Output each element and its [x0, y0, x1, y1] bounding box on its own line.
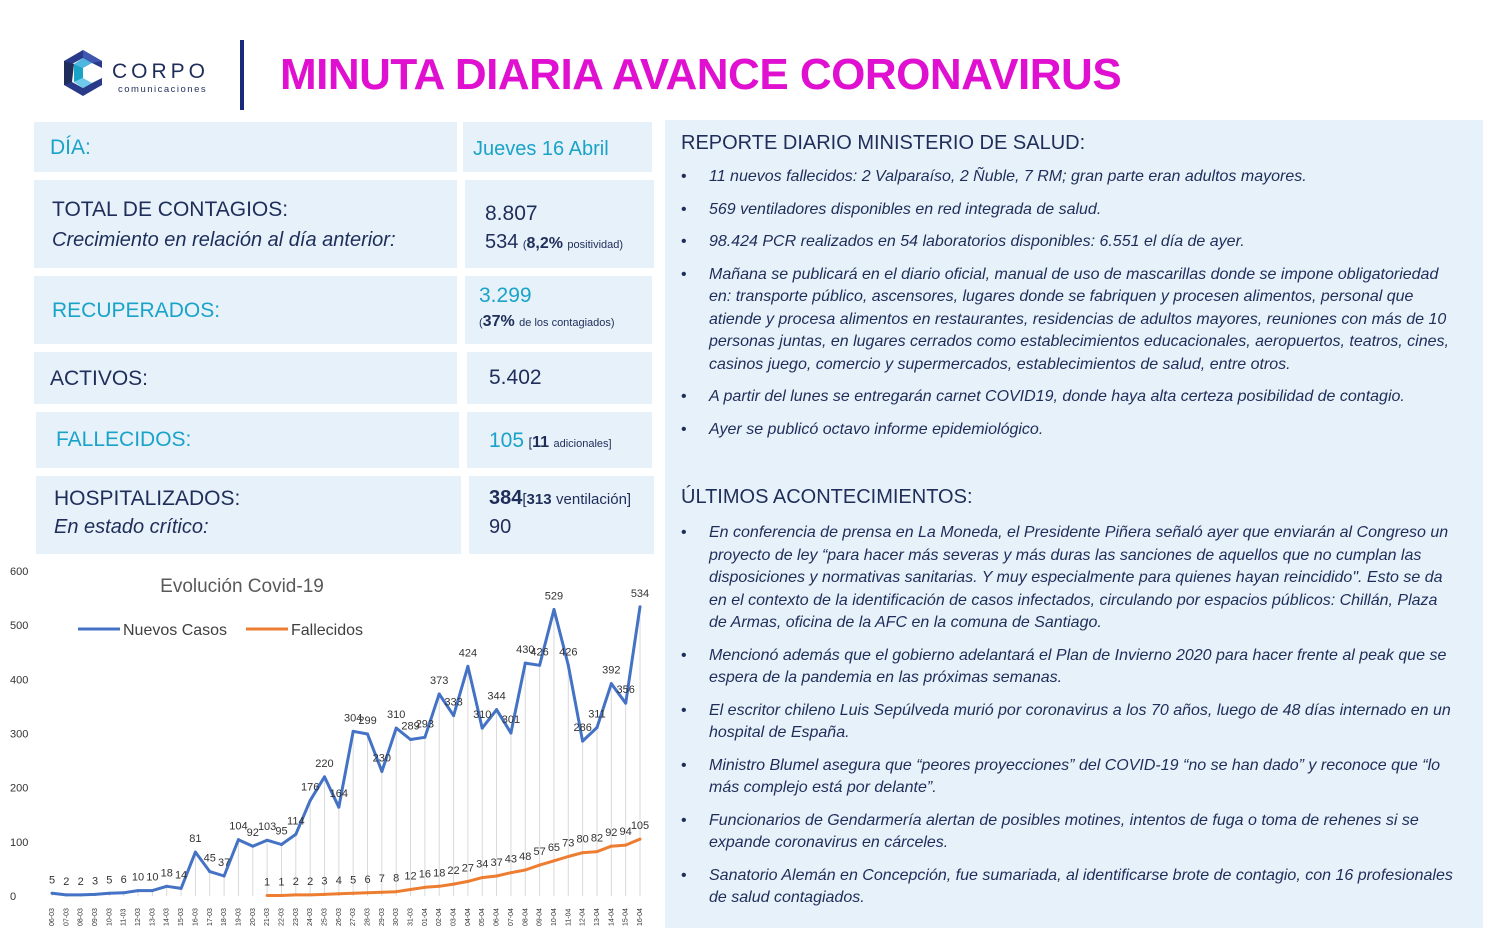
recuperados-label: RECUPERADOS:: [52, 299, 221, 322]
contagios-label: TOTAL DE CONTAGIOS:: [52, 198, 289, 221]
reporte-title: REPORTE DIARIO MINISTERIO DE SALUD:: [681, 132, 1086, 154]
data-label: 2: [77, 875, 84, 888]
x-tick-label: 27-03: [350, 908, 358, 926]
data-point: [337, 892, 340, 895]
data-label: 81: [189, 833, 202, 846]
recuperados-label-box: [34, 276, 457, 344]
data-label: 299: [358, 715, 377, 728]
x-tick-label: 30-03: [393, 908, 401, 926]
data-label: 286: [573, 722, 592, 735]
data-label: 529: [544, 590, 564, 603]
x-tick-label: 09-04: [536, 908, 544, 926]
data-point: [194, 851, 197, 854]
data-point: [481, 727, 484, 730]
fallecidos-label-box: [36, 412, 459, 468]
x-tick-label: 10-03: [106, 908, 114, 926]
contagios-value: 8.807: [485, 202, 538, 225]
data-label: 426: [559, 646, 578, 659]
data-point: [409, 738, 412, 741]
data-point: [395, 727, 398, 730]
acontecimientos-title: ÚLTIMOS ACONTECIMIENTOS:: [681, 486, 973, 508]
page-title: MINUTA DIARIA AVANCE CORONAVIRUS: [280, 50, 1122, 99]
x-tick-label: 24-03: [307, 908, 315, 926]
data-label: 92: [605, 827, 618, 840]
data-label: 392: [602, 664, 621, 677]
data-point: [237, 838, 240, 841]
acontecimiento-item: [679, 810, 1459, 855]
data-point: [423, 886, 426, 889]
reporte-item: [679, 166, 1459, 189]
bullet-icon: •: [681, 866, 687, 884]
data-point: [639, 838, 642, 841]
x-tick-label: 25-03: [321, 908, 329, 926]
x-tick-label: 06-03: [49, 908, 56, 926]
reporte-item-text: Ayer se publicó octavo informe epidemiológico.: [709, 420, 1044, 438]
contagios-label-box: [34, 180, 457, 268]
x-tick-label: 29-03: [378, 908, 386, 926]
x-tick-label: 31-03: [407, 908, 415, 926]
dia-label-box: [34, 122, 457, 172]
data-label: 3: [91, 875, 99, 888]
reporte-item: [679, 199, 1459, 222]
x-tick-label: 23-03: [292, 908, 300, 926]
acontecimiento-item: [679, 755, 1459, 800]
data-label: 304: [343, 712, 363, 725]
x-tick-label: 06-04: [493, 908, 501, 926]
data-label: 57: [533, 846, 546, 859]
bullet-icon: •: [681, 200, 687, 218]
data-point: [280, 843, 283, 846]
hospitalizados-sublabel: En estado crítico:: [54, 516, 209, 538]
data-point: [595, 726, 598, 729]
hospitalizados-label: HOSPITALIZADOS:: [54, 487, 241, 510]
data-label: 16: [418, 868, 432, 881]
data-point: [294, 893, 297, 896]
acontecimiento-item-text: Mencionó además que el gobierno adelantará el Plan de Invierno 2020 para hacer frente al peak que se espera de la pandemia en las próximas semanas.: [709, 646, 1447, 686]
data-point: [481, 876, 484, 879]
data-point: [624, 844, 627, 847]
bullet-icon: •: [681, 420, 687, 438]
x-tick-label: 01-04: [421, 908, 429, 926]
hospitalizados-critico: 90: [489, 516, 512, 538]
data-label: 92: [246, 827, 259, 840]
data-point: [79, 893, 82, 896]
data-label: 1: [264, 876, 271, 889]
bullet-icon: •: [681, 811, 687, 829]
data-point: [409, 888, 412, 891]
activos-value-box: [467, 352, 652, 404]
data-point: [94, 893, 97, 896]
acontecimiento-item-text: En conferencia de prensa en La Moneda, el Presidente Piñera señaló ayer que enviarán al Congreso un proyecto de ley “para hacer más severas y más duras las sanciones de aquellos que no cumplan las disposiciones y normativas sanitarias. Y muy especialmente para quienes hayan reincidido". Esto se da en el contexto de la identificación de casos infectados, circulando por espacios públicos: Chillán, Plaza de Armas, oficina de la AFC en la comuna de Santiago.: [709, 524, 1449, 631]
data-point: [122, 891, 125, 894]
data-label: 5: [350, 874, 357, 887]
data-point: [624, 702, 627, 705]
y-tick-label: 600: [10, 566, 29, 578]
x-tick-label: 11-04: [565, 908, 573, 926]
x-tick-label: 20-03: [249, 908, 257, 926]
reporte-item-text: 11 nuevos fallecidos: 2 Valparaíso, 2 Ñuble, 7 RM; gran parte eran adultos mayores.: [709, 168, 1307, 185]
legend-label: Nuevos Casos: [123, 622, 228, 639]
hospitalizados-value-box: [469, 476, 654, 554]
activos-value: 5.402: [489, 366, 542, 389]
bullet-icon: •: [681, 756, 687, 774]
data-point: [509, 731, 512, 734]
data-point: [366, 733, 369, 736]
data-label: 2: [307, 875, 314, 888]
reporte-item-text: Mañana se publicará en el diario oficial, manual de uso de mascarillas donde se impone obligatoriedad en: transporte público, ascensores, lugares donde se fabriquen y procesen alimentos, personal que atiende y procesa alimentos en restaurantes, residencias de adultos mayores, reuniones con más de 10 personas juntas, en lugares cerrados como establecimientos educacionales, aeropuertos, teatros, cines, casinos juego, comercio y supermercados, establecimientos de salud, entre otros.: [709, 265, 1449, 373]
data-label: 10: [146, 871, 159, 884]
x-tick-label: 13-03: [149, 908, 157, 926]
activos-label: ACTIVOS:: [50, 367, 149, 390]
data-point: [151, 889, 154, 892]
data-label: 80: [576, 833, 589, 846]
logo-subtitle: comunicaciones: [118, 84, 208, 95]
data-label: 73: [562, 837, 575, 850]
data-point: [380, 891, 383, 894]
x-tick-label: 16-03: [192, 908, 200, 926]
data-point: [452, 883, 455, 886]
data-label: 373: [430, 674, 449, 687]
contagios-sublabel: Crecimiento en relación al día anterior:: [52, 229, 396, 251]
data-label: 8: [393, 872, 400, 885]
data-label: 114: [287, 815, 305, 828]
data-point: [438, 885, 441, 888]
acontecimiento-item-text: Funcionarios de Gendarmería alertan de posibles motines, intentos de fuga o toma de rehenes si se expande coronavirus en cárceles.: [709, 811, 1419, 851]
data-point: [524, 869, 527, 872]
acontecimientos-list: [679, 522, 1459, 920]
acontecimiento-item: [679, 700, 1459, 745]
bullet-icon: •: [681, 524, 687, 541]
x-tick-label: 18-03: [221, 908, 229, 926]
data-label: 94: [619, 826, 632, 839]
data-point: [552, 608, 555, 611]
data-point: [495, 708, 498, 711]
data-point: [165, 885, 168, 888]
header-divider: [240, 40, 244, 110]
data-label: 27: [461, 862, 475, 875]
x-tick-label: 15-04: [622, 908, 630, 926]
corpo-logo: [58, 48, 228, 104]
data-label: 164: [329, 788, 349, 801]
reporte-item: [679, 419, 1459, 442]
data-label: 103: [257, 821, 277, 834]
data-point: [581, 740, 584, 743]
data-point: [223, 874, 226, 877]
data-point: [639, 605, 642, 608]
data-label: 333: [444, 696, 463, 709]
data-label: 4: [335, 874, 342, 887]
y-tick-label: 400: [10, 674, 29, 687]
activos-label-box: [34, 352, 457, 404]
data-point: [51, 892, 54, 895]
data-label: 18: [433, 867, 446, 880]
data-label: 22: [447, 865, 460, 878]
x-tick-label: 14-04: [608, 908, 616, 926]
data-point: [180, 887, 183, 890]
data-label: 311: [588, 708, 606, 721]
data-point: [251, 845, 254, 848]
x-tick-label: 04-04: [464, 908, 472, 926]
data-point: [280, 894, 283, 897]
y-tick-label: 300: [10, 728, 29, 741]
reporte-list: [679, 166, 1459, 451]
reporte-item-text: A partir del lunes se entregarán carnet COVID19, donde haya alta certeza posibilidad de contagio.: [709, 388, 1405, 405]
data-label: 289: [401, 720, 420, 733]
data-point: [137, 889, 140, 892]
recuperados-value-box: [465, 276, 652, 344]
data-label: 82: [590, 832, 604, 845]
data-label: 1: [278, 876, 285, 889]
x-tick-label: 21-03: [264, 908, 272, 926]
data-point: [108, 892, 111, 895]
data-label: 534: [630, 587, 650, 600]
right-panel: [665, 120, 1483, 928]
data-label: 293: [415, 718, 435, 731]
acontecimiento-item-text: Ministro Blumel asegura que “peores proyecciones” del COVID-19 “no se han dado” y reconoce que “lo más complejo está por delante”.: [709, 756, 1441, 796]
data-point: [567, 664, 570, 667]
data-point: [337, 806, 340, 809]
x-tick-label: 17-03: [206, 908, 214, 926]
hospitalizados-value-line: 384[313 ventilación]: [489, 487, 632, 509]
data-label: 2: [63, 875, 70, 888]
data-point: [610, 682, 613, 685]
dia-label: DÍA:: [50, 136, 91, 159]
data-point: [452, 714, 455, 717]
data-point: [366, 891, 369, 894]
data-point: [423, 736, 426, 739]
data-label: 3: [321, 875, 328, 888]
x-tick-label: 11-03: [120, 908, 128, 926]
data-label: 34: [476, 858, 489, 871]
x-tick-label: 10-04: [550, 908, 558, 926]
bullet-icon: •: [681, 233, 687, 250]
data-point: [567, 855, 570, 858]
data-label: 5: [106, 874, 113, 887]
reporte-item: [679, 386, 1459, 409]
data-label: 2: [292, 875, 299, 888]
data-label: 7: [378, 873, 385, 886]
data-label: 5: [48, 874, 56, 887]
covid-chart-svg: [0, 560, 660, 938]
data-point: [294, 833, 297, 836]
x-tick-label: 07-04: [507, 908, 515, 926]
data-label: 356: [616, 684, 635, 697]
contagios-value-box: [465, 180, 654, 268]
data-point: [581, 851, 584, 854]
bullet-icon: •: [681, 701, 687, 719]
data-label: 6: [364, 873, 371, 886]
data-label: 43: [504, 853, 518, 866]
x-tick-label: 09-03: [92, 908, 100, 926]
logo-name: CORPO: [112, 60, 210, 83]
reporte-item-text: 98.424 PCR realizados en 54 laboratorios disponibles: 6.551 el día de ayer.: [709, 233, 1245, 250]
plot-background: [36, 564, 652, 929]
data-point: [266, 839, 269, 842]
data-label: 105: [630, 820, 650, 833]
data-point: [466, 880, 469, 883]
bullet-icon: •: [681, 388, 687, 405]
data-label: 37: [490, 856, 503, 869]
x-tick-label: 08-03: [77, 908, 85, 926]
x-tick-label: 05-04: [479, 908, 487, 926]
data-point: [509, 871, 512, 874]
x-tick-label: 13-04: [593, 908, 601, 926]
x-tick-label: 14-03: [163, 908, 171, 926]
data-label: 95: [275, 825, 288, 838]
reporte-item-text: 569 ventiladores disponibles en red integrada de salud.: [709, 200, 1102, 218]
data-point: [323, 893, 326, 896]
data-label: 37: [217, 856, 231, 869]
data-label: 430: [516, 644, 535, 657]
x-tick-label: 26-03: [335, 908, 343, 926]
data-label: 104: [229, 820, 248, 833]
data-point: [524, 662, 527, 665]
data-point: [495, 874, 498, 877]
data-point: [266, 894, 269, 897]
fallecidos-value-box: [467, 412, 652, 468]
data-label: 344: [487, 690, 506, 703]
data-point: [538, 864, 541, 867]
chart-title: Evolución Covid-19: [160, 576, 324, 597]
x-tick-label: 03-04: [450, 908, 458, 926]
data-point: [65, 893, 68, 896]
acontecimiento-item: [679, 522, 1459, 635]
data-point: [323, 775, 326, 778]
data-label: 65: [547, 841, 561, 854]
data-label: 18: [160, 867, 173, 880]
x-tick-label: 12-03: [135, 908, 143, 926]
data-label: 310: [387, 709, 406, 722]
data-point: [309, 893, 312, 896]
data-label: 12: [404, 870, 417, 883]
data-point: [538, 664, 541, 667]
data-label: 48: [519, 851, 532, 863]
covid-chart: [0, 560, 660, 938]
data-label: 10: [131, 871, 145, 884]
data-point: [352, 730, 355, 733]
data-point: [438, 692, 441, 695]
acontecimiento-item-text: El escritor chileno Luis Sepúlveda murió por coronavirus a los 70 años, luego de 48 días internado en un hospital de España.: [709, 701, 1451, 741]
data-label: 220: [315, 757, 334, 770]
x-tick-label: 28-03: [364, 908, 372, 926]
data-point: [552, 859, 555, 862]
x-tick-label: 07-03: [63, 908, 71, 926]
acontecimiento-item-text: Sanatorio Alemán en Concepción, fue sumariada, al identificarse brote de contagio, con 16 profesionales de salud contagiados.: [709, 866, 1453, 906]
data-point: [309, 799, 312, 802]
data-point: [380, 770, 383, 773]
acontecimiento-item: [679, 645, 1459, 690]
recuperados-value: 3.299: [479, 284, 532, 307]
fallecidos-label: FALLECIDOS:: [56, 428, 192, 451]
data-point: [610, 845, 613, 848]
acontecimiento-item: [679, 865, 1459, 910]
reporte-item: [679, 264, 1459, 377]
dia-value-box: [463, 122, 652, 172]
data-point: [466, 665, 469, 668]
data-point: [595, 850, 598, 853]
hospitalizados-label-box: [36, 476, 461, 554]
x-tick-label: 08-04: [522, 908, 530, 926]
data-label: 301: [501, 713, 521, 726]
y-tick-label: 200: [10, 782, 29, 795]
x-tick-label: 16-04: [637, 908, 644, 926]
y-tick-label: 100: [10, 836, 29, 849]
data-label: 230: [372, 752, 392, 765]
x-tick-label: 19-03: [235, 908, 243, 926]
dia-value: Jueves 16 Abril: [473, 138, 609, 160]
data-label: 424: [458, 647, 478, 660]
fallecidos-value-line: 105 [11 adicionales]: [489, 429, 612, 452]
x-tick-label: 15-03: [178, 908, 186, 926]
corpo-logo-icon: [58, 48, 108, 98]
reporte-item: [679, 231, 1459, 254]
data-point: [208, 870, 211, 873]
contagios-growth: 534 (8,2% positividad): [485, 231, 624, 253]
x-tick-label: 12-04: [579, 908, 587, 926]
data-label: 426: [530, 646, 549, 659]
x-tick-label: 02-04: [436, 908, 444, 926]
data-label: 6: [120, 873, 127, 886]
y-tick-label: 0: [10, 891, 17, 903]
legend-label: Fallecidos: [291, 622, 364, 639]
bullet-icon: •: [681, 265, 687, 283]
x-tick-label: 22-03: [278, 908, 286, 926]
data-label: 14: [174, 869, 188, 882]
data-label: 176: [300, 781, 320, 794]
data-point: [352, 892, 355, 895]
recuperados-pct: (37% de los contagiados): [479, 313, 615, 330]
y-tick-label: 500: [10, 620, 29, 633]
data-label: 310: [473, 709, 492, 722]
bullet-icon: •: [681, 646, 687, 664]
bullet-icon: •: [681, 168, 687, 185]
data-label: 45: [203, 852, 216, 865]
data-point: [395, 890, 398, 893]
